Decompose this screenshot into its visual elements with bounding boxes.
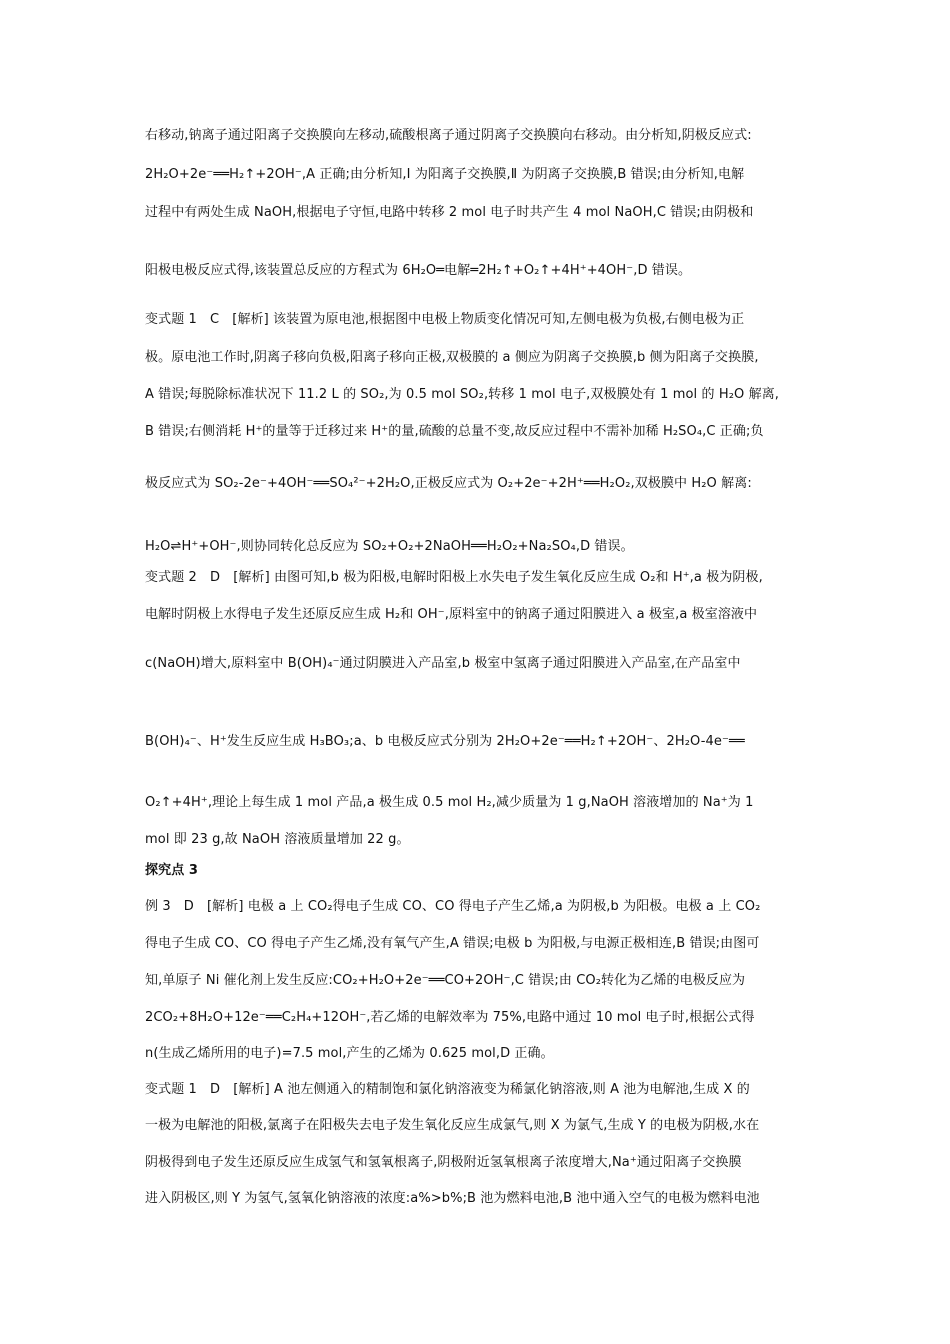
- text-line: A 错误;每脱除标准状况下 11.2 L 的 SO₂,为 0.5 mol SO₂,转移 1 mol 电子,双极膜处有 1 mol 的 H₂O 解离,: [145, 387, 780, 402]
- text-line: 一极为电解池的阳极,氯离子在阳极失去电子发生氧化反应生成氯气,则 X 为氯气,生成 Y 的电极为阴极,水在: [145, 1118, 760, 1133]
- text-line: 阴极得到电子发生还原反应生成氢气和氢氧根离子,阴极附近氢氧根离子浓度增大,Na⁺通过阳离子交换膜: [145, 1155, 742, 1170]
- text-line: B(OH)₄⁻、H⁺发生反应生成 H₃BO₃;a、b 电极反应式分别为 2H₂O+2e⁻══H₂↑+2OH⁻、2H₂O-4e⁻══: [145, 734, 745, 749]
- text-line: 2CO₂+8H₂O+12e⁻══C₂H₄+12OH⁻,若乙烯的电解效率为 75%,电路中通过 10 mol 电子时,根据公式得: [145, 1010, 755, 1025]
- text-line: 极反应式为 SO₂-2e⁻+4OH⁻══SO₄²⁻+2H₂O,正极反应式为 O₂+2e⁻+2H⁺══H₂O₂,双极膜中 H₂O 解离:: [145, 476, 752, 491]
- text-line: 得电子生成 CO、CO 得电子产生乙烯,没有氧气产生,A 错误;电极 b 为阳极,与电源正极相连,B 错误;由图可: [145, 936, 760, 951]
- text-line: c(NaOH)增大,原料室中 B(OH)₄⁻通过阴膜进入产品室,b 极室中氢离子通过阳膜进入产品室,在产品室中: [145, 656, 741, 671]
- text-line: 例 3 D [解析] 电极 a 上 CO₂得电子生成 CO、CO 得电子产生乙烯,a 为阴极,b 为阳极。电极 a 上 CO₂: [145, 899, 761, 914]
- text-line: H₂O⇌H⁺+OH⁻,则协同转化总反应为 SO₂+O₂+2NaOH══H₂O₂+Na₂SO₄,D 错误。: [145, 539, 634, 554]
- text-line: 右移动,钠离子通过阳离子交换膜向左移动,硫酸根离子通过阴离子交换膜向右移动。由分析知,阴极反应式:: [145, 128, 752, 143]
- section-heading: 探究点 3: [145, 863, 199, 878]
- text-line: 变式题 2 D [解析] 由图可知,b 极为阳极,电解时阳极上水失电子发生氧化反应生成 O₂和 H⁺,a 极为阴极,: [145, 570, 763, 585]
- text-line: 进入阴极区,则 Y 为氢气,氢氧化钠溶液的浓度:a%>b%;B 池为燃料电池,B 池中通入空气的电极为燃料电池: [145, 1191, 760, 1206]
- text-line: 变式题 1 D [解析] A 池左侧通入的精制饱和氯化钠溶液变为稀氯化钠溶液,则 A 池为电解池,生成 X 的: [145, 1082, 750, 1097]
- text-line: 极。原电池工作时,阴离子移向负极,阳离子移向正极,双极膜的 a 侧应为阴离子交换膜,b 侧为阳离子交换膜,: [145, 350, 759, 365]
- text-line: B 错误;右侧消耗 H⁺的量等于迁移过来 H⁺的量,硫酸的总量不变,故反应过程中不需补加稀 H₂SO₄,C 正确;负: [145, 424, 764, 439]
- text-line: 过程中有两处生成 NaOH,根据电子守恒,电路中转移 2 mol 电子时共产生 4 mol NaOH,C 错误;由阴极和: [145, 205, 754, 220]
- text-line: mol 即 23 g,故 NaOH 溶液质量增加 22 g。: [145, 832, 410, 847]
- text-line: 电解时阴极上水得电子发生还原反应生成 H₂和 OH⁻,原料室中的钠离子通过阳膜进入 a 极室,a 极室溶液中: [145, 607, 758, 622]
- text-line: 2H₂O+2e⁻══H₂↑+2OH⁻,A 正确;由分析知,Ⅰ 为阳离子交换膜,Ⅱ 为阴离子交换膜,B 错误;由分析知,电解: [145, 167, 745, 182]
- text-line: O₂↑+4H⁺,理论上每生成 1 mol 产品,a 极生成 0.5 mol H₂,减少质量为 1 g,NaOH 溶液增加的 Na⁺为 1: [145, 795, 754, 810]
- text-line: n(生成乙烯所用的电子)=7.5 mol,产生的乙烯为 0.625 mol,D 正确。: [145, 1046, 554, 1061]
- text-line: 知,单原子 Ni 催化剂上发生反应:CO₂+H₂O+2e⁻══CO+2OH⁻,C 错误;由 CO₂转化为乙烯的电极反应为: [145, 973, 746, 988]
- text-line: 阳极电极反应式得,该装置总反应的方程式为 6H₂O═电解═2H₂↑+O₂↑+4H⁺+4OH⁻,D 错误。: [145, 263, 692, 278]
- text-line: 变式题 1 C [解析] 该装置为原电池,根据图中电极上物质变化情况可知,左侧电极为负极,右侧电极为正: [145, 312, 745, 327]
